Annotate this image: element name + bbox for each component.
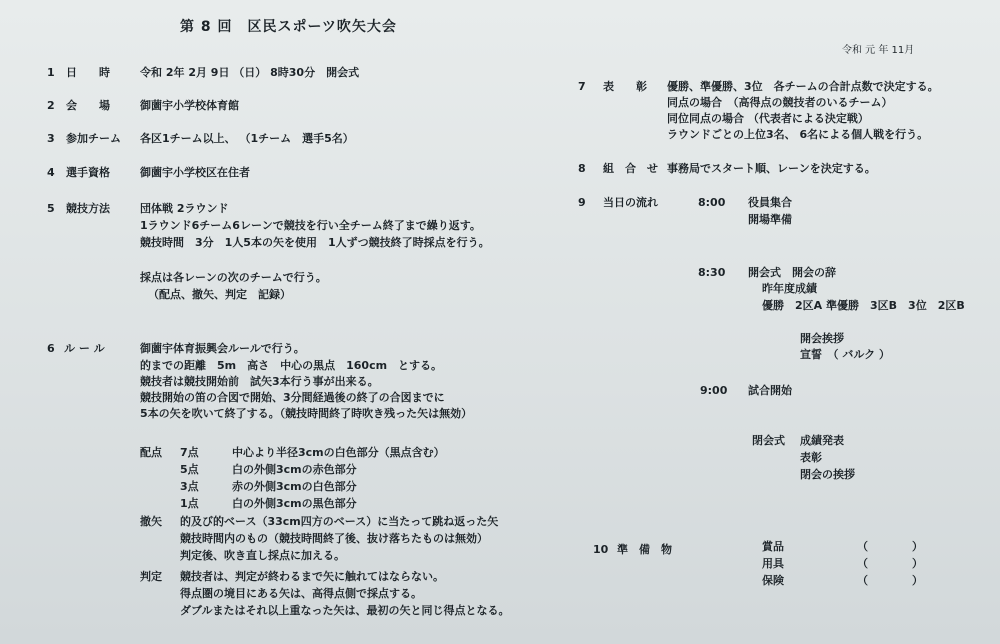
scoring-description: 白の外側3cmの黒色部分 [232, 497, 357, 510]
judgement-text: 得点圏の境目にある矢は、高得点側で採点する。 [180, 587, 422, 600]
section-label: 会 場 [66, 99, 110, 112]
schedule-item: 宣誓 （ バルク ） [800, 348, 890, 361]
closing-label: 閉会式 [752, 434, 785, 447]
schedule-item: 役員集合 [748, 196, 792, 209]
section-text: 5本の矢を吹いて終了する。（競技時間終了時吹き残った矢は無効） [140, 407, 473, 420]
section-text: 事務局でスタート順、レーンを決定する。 [667, 162, 876, 175]
scoring-points: 5点 [180, 463, 199, 476]
section-text: 競技者は競技開始前 試矢3本行う事が出来る。 [140, 375, 379, 388]
removal-text: 的及び的ベース（33cm四方のベース）に当たって跳ね返った矢 [180, 515, 499, 528]
schedule-item: 昨年度成績 [762, 282, 817, 295]
schedule-item: 試合開始 [748, 384, 792, 397]
section-text: 令和 2年 2月 9日 （日） 8時30分 開会式 [140, 66, 360, 79]
schedule-item: 開会挨拶 [800, 332, 844, 345]
section-number: 7 [578, 80, 586, 93]
schedule-time: 8:30 [698, 266, 726, 279]
section-number: 5 [47, 202, 55, 215]
section-number: 4 [47, 166, 55, 179]
removal-text: 判定後、吹き直し採点に加える。 [180, 549, 345, 562]
scoring-label: 配点 [140, 446, 162, 459]
prep-item: 用具 [762, 557, 784, 570]
scoring-points: 7点 [180, 446, 199, 459]
section-label: 表 彰 [603, 80, 647, 93]
section-label: 参加チーム [66, 132, 121, 145]
closing-item: 閉会の挨拶 [800, 468, 855, 481]
section-text: 御薗宇小学校体育館 [140, 99, 239, 112]
scoring-points: 3点 [180, 480, 199, 493]
prep-item: 賞品 [762, 540, 784, 553]
section-label: 組 合 せ [603, 162, 658, 175]
section-text: 団体戦 2ラウンド [140, 202, 229, 215]
prep-item: 保険 [762, 574, 784, 587]
section-number: 2 [47, 99, 55, 112]
removal-text: 競技時間内のもの（競技時間終了後、抜け落ちたものは無効） [180, 532, 488, 545]
section-text: 競技時間 3分 1人5本の矢を使用 1人ずつ競技終了時採点を行う。 [140, 236, 490, 249]
section-text: 同位同点の場合 （代表者による決定戦） [667, 112, 869, 125]
section-number: 3 [47, 132, 55, 145]
section-label: 競技方法 [66, 202, 110, 215]
judgement-text: ダブルまたはそれ以上重なった矢は、最初の矢と同じ得点となる。 [180, 604, 510, 617]
scoring-points: 1点 [180, 497, 199, 510]
schedule-item: 開会式 開会の辞 [748, 266, 836, 279]
prep-item-blank: （ ） [857, 557, 923, 570]
scoring-description: 中心より半径3cmの白色部分（黒点含む） [232, 446, 445, 459]
prep-item-blank: （ ） [857, 540, 923, 553]
section-label: 日 時 [66, 66, 110, 79]
section-text: 優勝、準優勝、3位 各チームの合計点数で決定する。 [667, 80, 939, 93]
section-text: 各区1チーム以上、 （1チーム 選手5名） [140, 132, 354, 145]
closing-item: 表彰 [800, 451, 822, 464]
removal-label: 撤矢 [140, 515, 162, 528]
judgement-text: 競技者は、判定が終わるまで矢に触れてはならない。 [180, 570, 444, 583]
section-label: 選手資格 [66, 166, 110, 179]
section-text: 1ラウンド6チーム6レーンで競技を行い全チーム終了まで繰り返す。 [140, 219, 481, 232]
schedule-item: 開場準備 [748, 213, 792, 226]
section-text: （配点、撤矢、判定 記録） [148, 288, 291, 301]
section-text: 的までの距離 5m 高さ 中心の黒点 160cm とする。 [140, 359, 443, 372]
section-number: 10 [593, 543, 609, 556]
section-label: 準 備 物 [617, 543, 672, 556]
section-number: 9 [578, 196, 586, 209]
section-text: 御薗宇体育振興会ルールで行う。 [140, 342, 305, 355]
scoring-description: 白の外側3cmの赤色部分 [232, 463, 357, 476]
document-title: 第 8 回 区民スポーツ吹矢大会 [180, 19, 397, 35]
section-text: 競技開始の笛の合図で開始、3分間経過後の終了の合図までに [140, 391, 445, 404]
section-text: 同点の場合 （高得点の競技者のいるチーム） [667, 96, 893, 109]
prep-item-blank: （ ） [857, 574, 923, 587]
section-number: 1 [47, 66, 55, 79]
schedule-time: 9:00 [700, 384, 728, 397]
schedule-time: 8:00 [698, 196, 726, 209]
section-label: ル ー ル [64, 342, 105, 355]
section-number: 8 [578, 162, 586, 175]
section-text: ラウンドごとの上位3名、 6名による個人戦を行う。 [667, 128, 929, 141]
section-text: 御薗宇小学校区在住者 [140, 166, 250, 179]
section-number: 6 [47, 342, 55, 355]
judgement-label: 判定 [140, 570, 162, 583]
schedule-item: 優勝 2区A 準優勝 3区B 3位 2区B [762, 299, 965, 312]
section-text: 採点は各レーンの次のチームで行う。 [140, 271, 327, 284]
section-label: 当日の流れ [603, 196, 658, 209]
closing-item: 成績発表 [800, 434, 844, 447]
document-date: 令和 元 年 11月 [842, 45, 915, 56]
scoring-description: 赤の外側3cmの白色部分 [232, 480, 357, 493]
